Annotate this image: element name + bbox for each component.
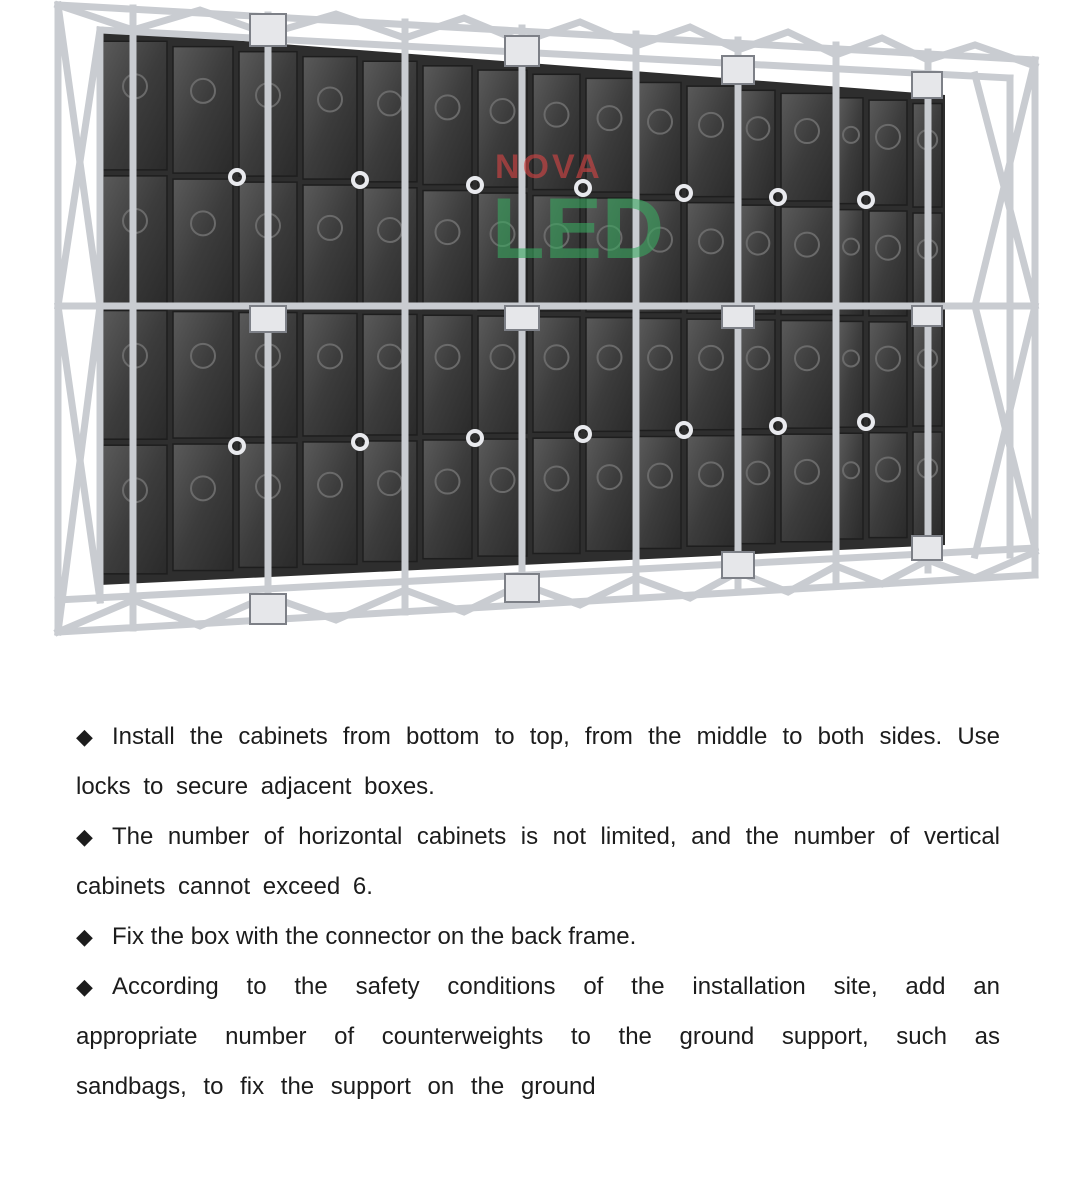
cabinet-panel [423, 66, 472, 185]
cabinet-panel [741, 320, 775, 429]
cabinet-panel [869, 100, 907, 205]
cabinet-panel [173, 179, 233, 305]
cabinet-panel [781, 321, 833, 429]
cabinet-panel [687, 319, 735, 430]
cabinet-panel [423, 440, 472, 559]
cabinet-panel [363, 188, 417, 309]
watermark-line2: LED [492, 181, 664, 277]
instruction-item [76, 912, 1000, 962]
cabinet-panel [781, 93, 833, 201]
cabinet-panel [869, 322, 907, 427]
cabinet-panel [839, 98, 863, 204]
installation-instructions [76, 712, 1000, 1112]
bullet-diamond-icon: ◆ [76, 824, 93, 849]
instruction-text: According to the safety conditions of the installation site, add an appropriate number of counterweights to the ground support, such as sandbags, to fix the support on the ground [76, 973, 1000, 1100]
cabinet-panel [781, 434, 833, 542]
instruction-item [76, 962, 1000, 1112]
cabinet-panel [639, 436, 681, 548]
cabinet-panel [423, 315, 472, 434]
cabinet-panel [839, 210, 863, 316]
cabinet-panel [173, 47, 233, 173]
instruction-text: The number of horizontal cabinets is not limited, and the number of vertical cabinets cannot exceed 6. [76, 823, 1000, 900]
bullet-diamond-icon: ◆ [76, 924, 93, 949]
cabinet-panel [363, 61, 417, 182]
cabinet-panel [741, 205, 775, 314]
cabinet-panel [869, 211, 907, 316]
instruction-text: Install the cabinets from bottom to top, from the middle to both sides. Use locks to secure adjacent boxes. [76, 723, 1000, 800]
bullet-diamond-icon: ◆ [76, 724, 93, 749]
cabinet-panel [363, 441, 417, 562]
instruction-item [76, 712, 1000, 812]
cabinet-panel [639, 82, 681, 194]
cabinet-panel [363, 314, 417, 435]
bullet-diamond-icon: ◆ [76, 974, 93, 999]
cabinet-panel [586, 318, 633, 432]
cabinet-panel [533, 317, 580, 432]
cabinet-panel [533, 438, 580, 553]
instruction-text: Fix the box with the connector on the back frame. [112, 923, 637, 950]
cabinet-panel [423, 191, 472, 310]
cabinet-panel [869, 433, 907, 538]
cabinet-panel [303, 57, 357, 179]
cabinet-panel [303, 314, 357, 436]
cabinet-panel [839, 433, 863, 539]
cabinet-panel [687, 203, 735, 314]
watermark-line1: NOVA [495, 148, 603, 186]
cabinet-panel [839, 321, 863, 427]
cabinet-panel [173, 312, 233, 438]
cabinet-panel [639, 318, 681, 430]
cabinet-panel [687, 436, 735, 547]
cabinet-panel [173, 444, 233, 570]
cabinet-panel [741, 90, 775, 199]
instruction-item [76, 812, 1000, 912]
cabinet-panel [586, 437, 633, 551]
cabinet-panel [303, 185, 357, 307]
cabinet-panel [781, 207, 833, 315]
cabinet-panel [303, 442, 357, 564]
cabinet-panel [687, 86, 735, 197]
cabinet-panel [741, 435, 775, 544]
